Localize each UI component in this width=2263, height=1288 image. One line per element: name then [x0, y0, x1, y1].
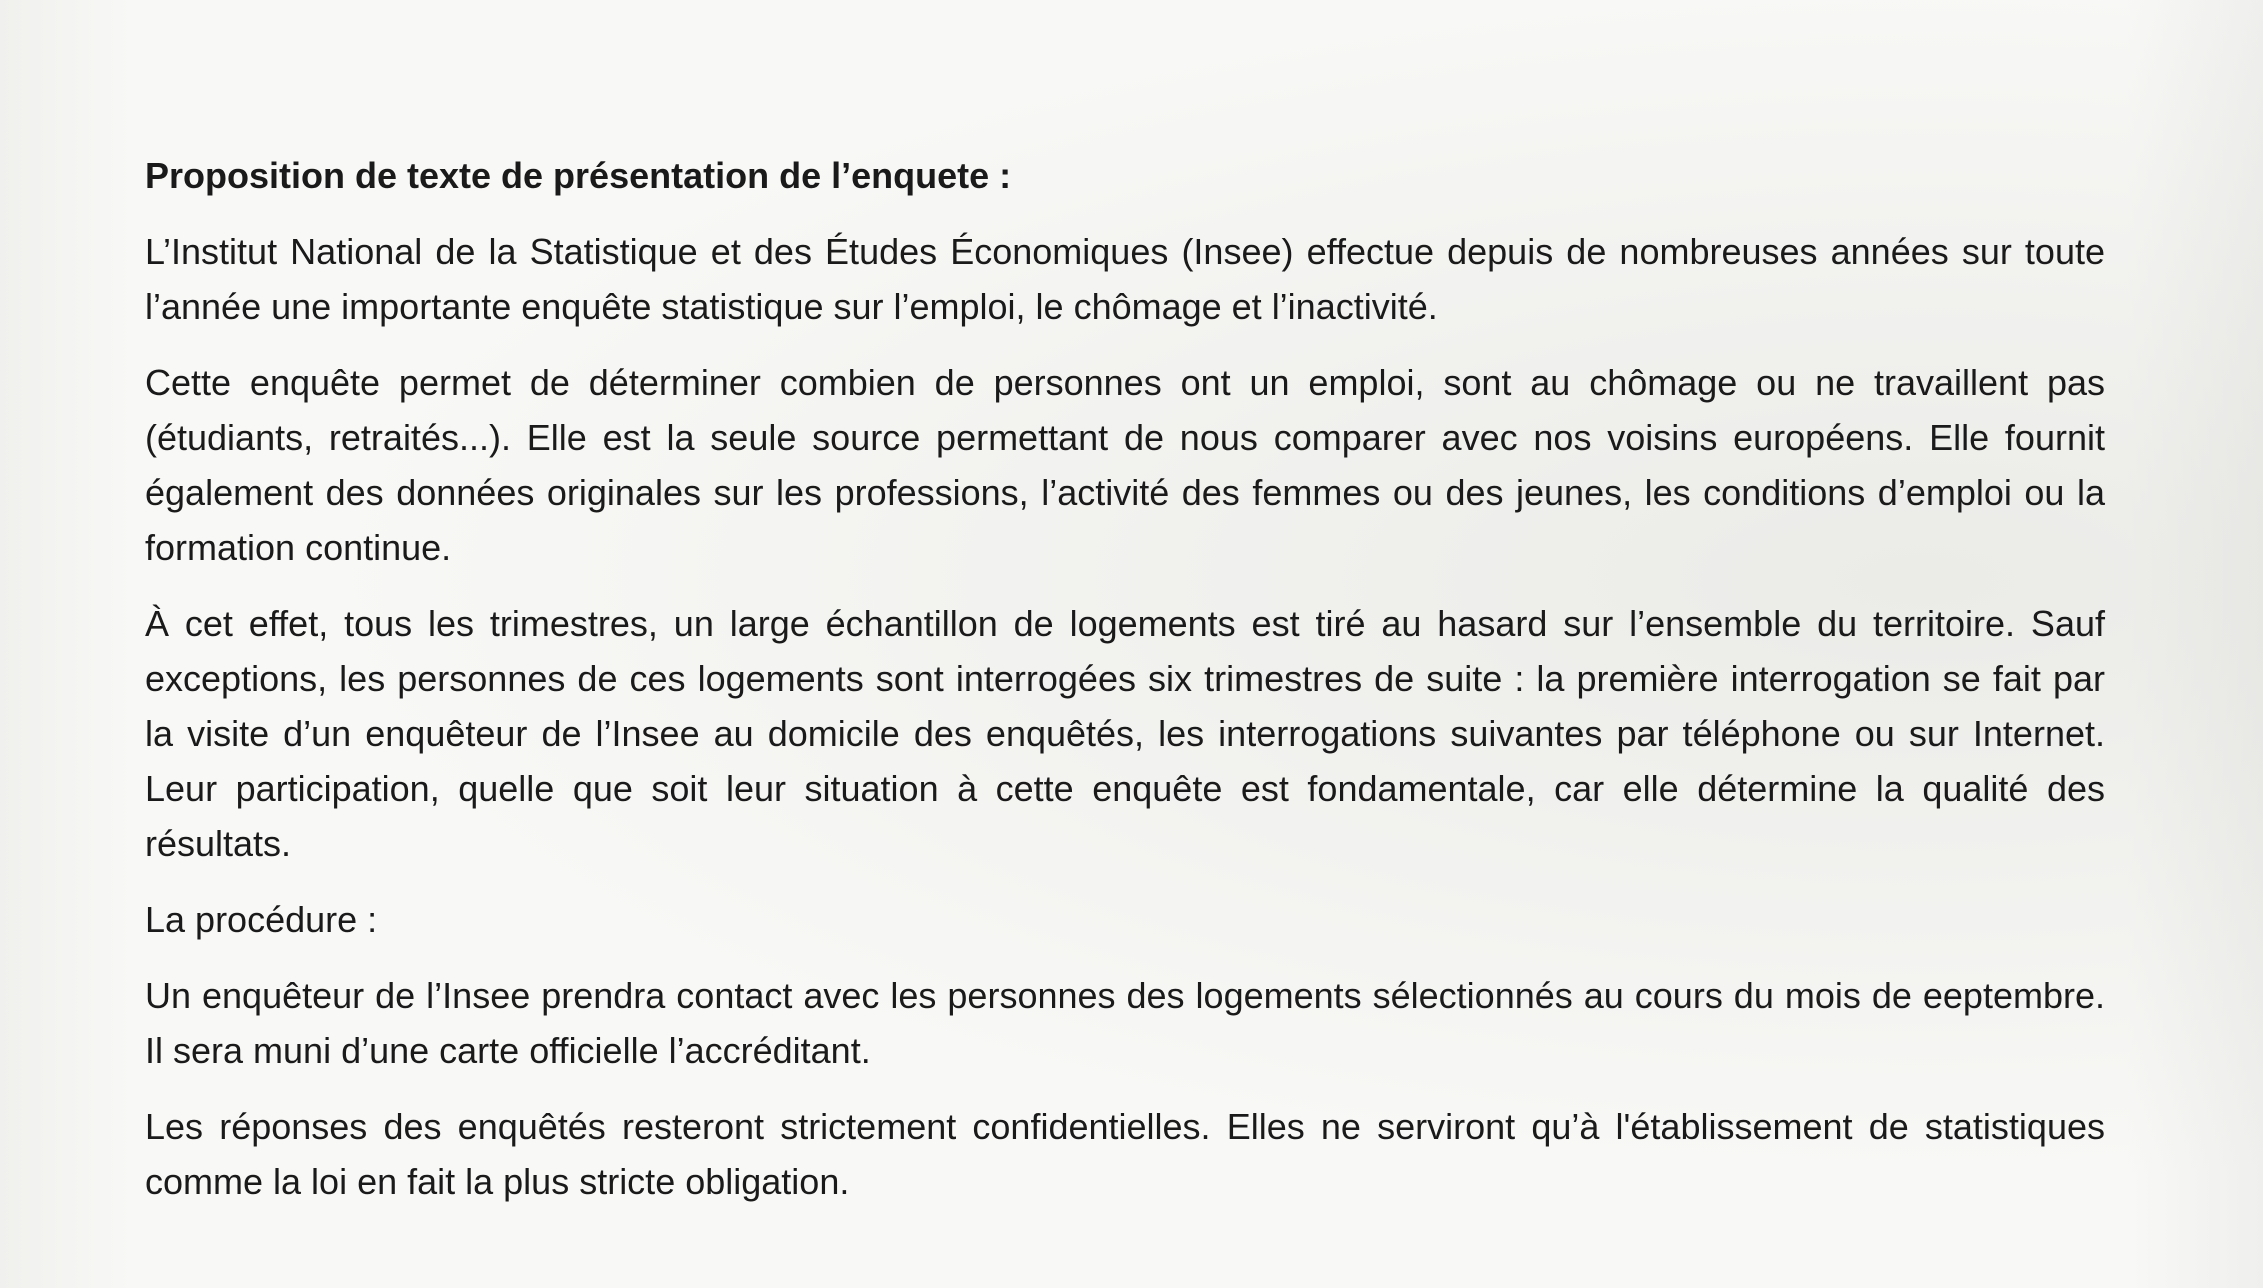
paragraph-procedure-label: La procédure : [145, 899, 378, 940]
paragraph-sampling-method: À cet effet, tous les trimestres, un large échantillon de logements est tiré au hasard sur l’ensemble du territoire. Sauf exceptions, les personnes de ces logements sont interrogées six trimestres de suite : la première interrogation se fait par la visite d’un enquêteur de l’Insee au domicile des enquêtés, les interrogations suivantes par téléphone ou sur Internet. Leur participation, quelle que soit leur situation à cette enquête est fondamentale, car elle détermine la qualité des résultats. [145, 603, 2105, 864]
paragraph-confidentiality: Les réponses des enquêtés resteront strictement confidentielles. Elles ne serviront qu’à l'établissement de statistiques comme la loi en fait la plus stricte obligation. [145, 1106, 2105, 1202]
document-heading: Proposition de texte de présentation de l’enquete : [145, 155, 1012, 196]
paragraph-survey-purpose: Cette enquête permet de déterminer combien de personnes ont un emploi, sont au chômage ou ne travaillent pas (étudiants, retraités...). Elle est la seule source permettant de nous comparer avec nos voisins européens. Elle fournit également des données originales sur les professions, l’activité des femmes ou des jeunes, les conditions d’emploi ou la formation continue. [145, 362, 2105, 568]
document-body [145, 148, 2105, 1230]
paragraph-interviewer-contact: Un enquêteur de l’Insee prendra contact avec les personnes des logements sélectionnés au cours du mois de eeptembre. Il sera muni d’une carte officielle l’accréditant. [145, 975, 2105, 1071]
paragraph-insee-intro: L’Institut National de la Statistique et des Études Économiques (Insee) effectue depuis de nombreuses années sur toute l’année une importante enquête statistique sur l’emploi, le chômage et l’inactivité. [145, 231, 2105, 327]
